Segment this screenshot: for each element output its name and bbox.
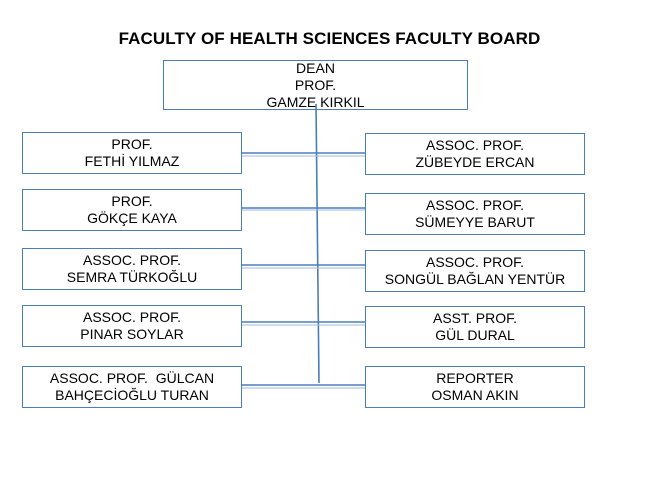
node-name: SONGÜL BAĞLAN YENTÜR	[384, 271, 566, 287]
node-dean-name: GAMZE KIRKIL	[266, 93, 365, 110]
page-title: FACULTY OF HEALTH SCIENCES FACULTY BOARD	[118, 29, 541, 48]
node-title: ASSOC. PROF.	[425, 197, 525, 213]
node-name: BAHÇECİOĞLU TURAN	[55, 387, 209, 403]
node-name: GÖKÇE KAYA	[87, 210, 177, 226]
node-name: GÜL DURAL	[435, 327, 515, 343]
connector-trunk	[316, 104, 319, 383]
node-name: FETHİ YILMAZ	[84, 153, 180, 169]
node-title: ASSOC. PROF. GÜLCAN	[49, 370, 215, 386]
node-name: PINAR SOYLAR	[80, 326, 184, 342]
node-title: ASSOC. PROF.	[82, 309, 182, 325]
node-title: PROF.	[111, 193, 153, 209]
node-name: OSMAN AKIN	[431, 387, 519, 403]
node-title: ASSOC. PROF.	[425, 137, 525, 153]
node-dean-role: DEAN	[296, 59, 335, 76]
node-title: REPORTER	[436, 370, 514, 386]
node-dean-title: PROF.	[294, 76, 337, 93]
node-name: ZÜBEYDE ERCAN	[415, 154, 535, 170]
node-title: ASST. PROF.	[432, 310, 518, 326]
node-name: SÜMEYYE BARUT	[415, 214, 535, 230]
node-title: PROF.	[111, 136, 153, 152]
node-title: ASSOC. PROF.	[82, 252, 182, 268]
node-title: ASSOC. PROF.	[425, 254, 525, 270]
node-name: SEMRA TÜRKOĞLU	[66, 269, 198, 285]
